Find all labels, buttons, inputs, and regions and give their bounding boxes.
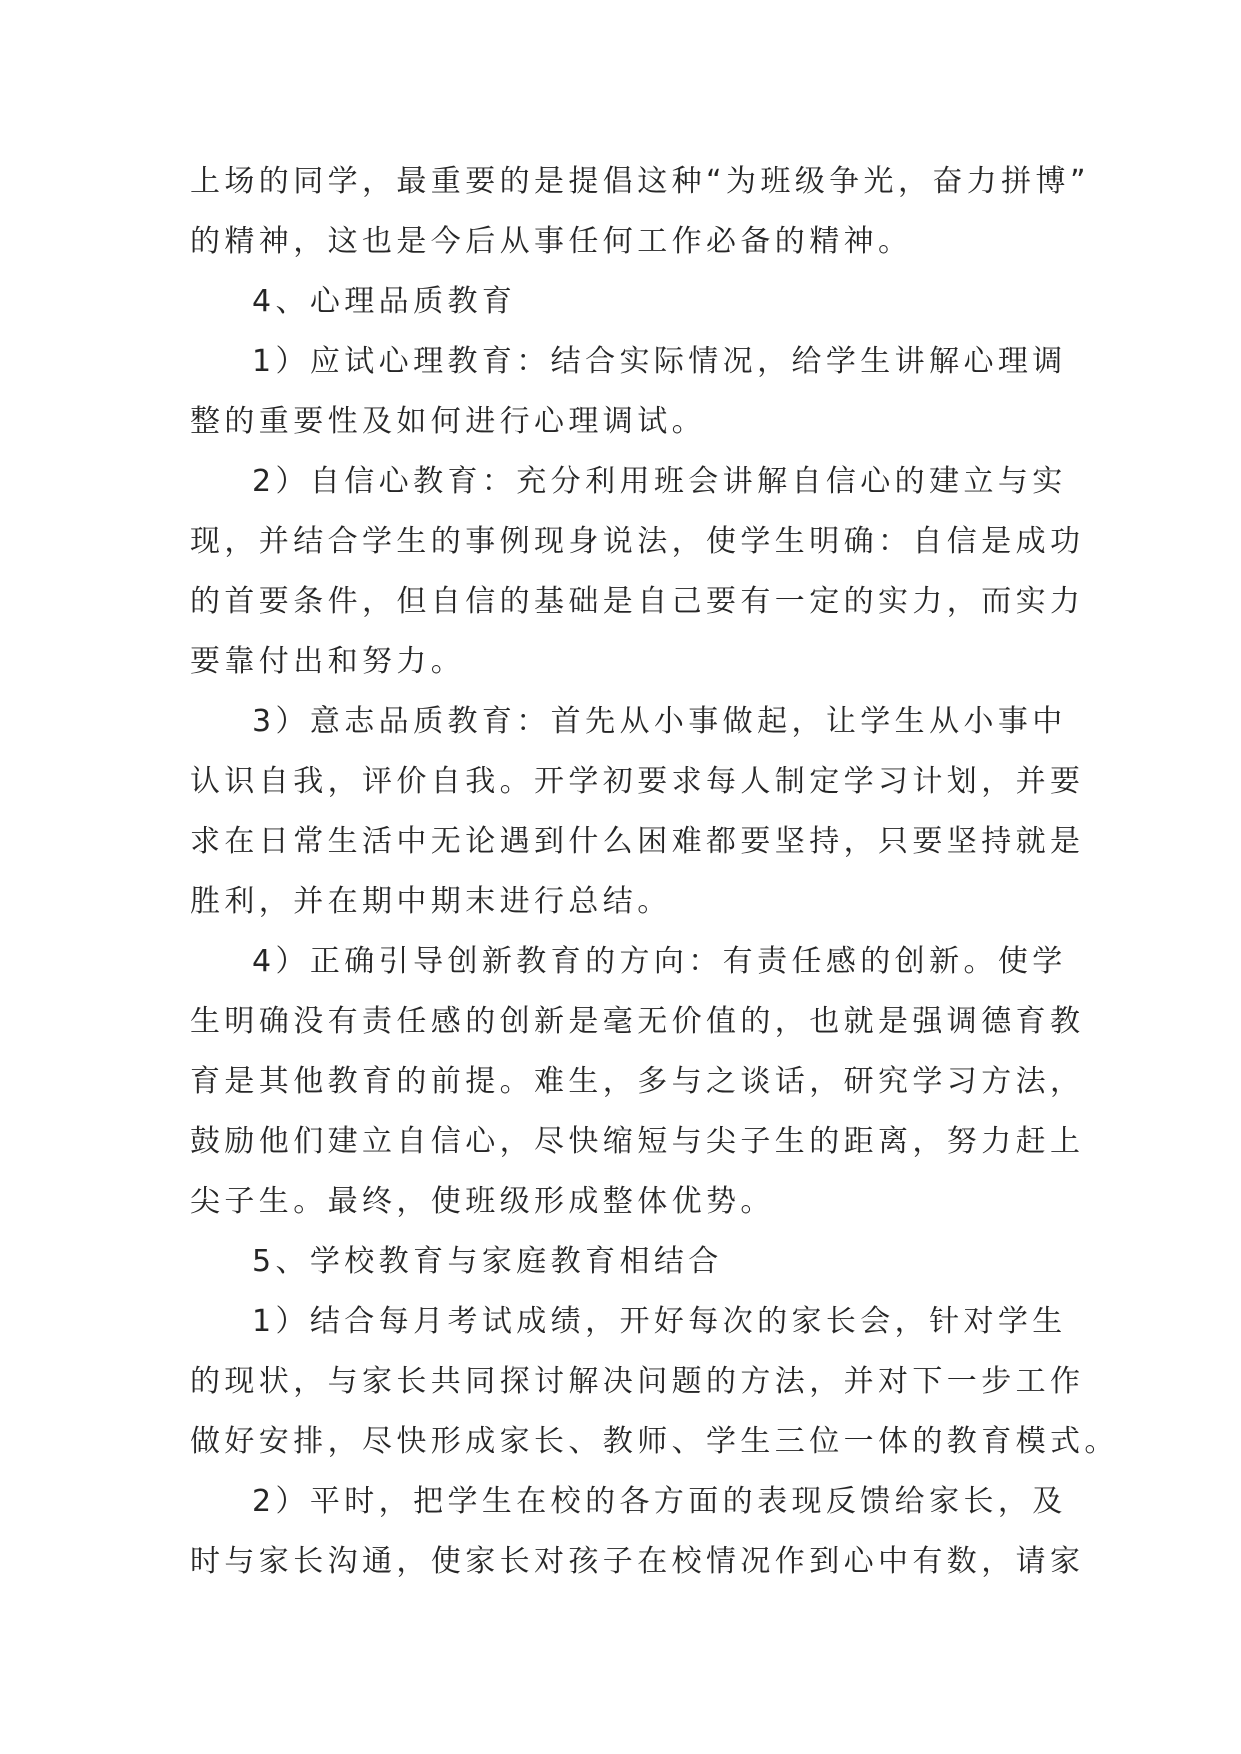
text-line: 时与家长沟通，使家长对孩子在校情况作到心中有数，请家 bbox=[190, 1544, 1085, 1579]
section-heading: 5、学校教育与家庭教育相结合 bbox=[252, 1244, 723, 1279]
text-line: 鼓励他们建立自信心，尽快缩短与尖子生的距离，努力赶上 bbox=[190, 1124, 1085, 1159]
section-heading: 4、心理品质教育 bbox=[252, 284, 517, 319]
text-line: 1）结合每月考试成绩，开好每次的家长会，针对学生 bbox=[252, 1304, 1067, 1339]
text-line: 整的重要性及如何进行心理调试。 bbox=[190, 404, 706, 439]
text-line: 育是其他教育的前提。难生，多与之谈话，研究学习方法， bbox=[190, 1064, 1085, 1099]
text-line: 4）正确引导创新教育的方向：有责任感的创新。使学 bbox=[252, 944, 1067, 979]
text-line: 要靠付出和努力。 bbox=[190, 644, 466, 679]
text-line: 上场的同学，最重要的是提倡这种“为班级争光，奋力拼博” bbox=[190, 164, 1090, 199]
text-line: 的现状，与家长共同探讨解决问题的方法，并对下一步工作 bbox=[190, 1364, 1085, 1399]
text-line: 现，并结合学生的事例现身说法，使学生明确：自信是成功 bbox=[190, 524, 1085, 559]
text-line: 的首要条件，但自信的基础是自己要有一定的实力，而实力 bbox=[190, 584, 1085, 619]
text-line: 2）平时，把学生在校的各方面的表现反馈给家长，及 bbox=[252, 1484, 1067, 1519]
text-line: 胜利，并在期中期末进行总结。 bbox=[190, 884, 672, 919]
text-line: 的精神，这也是今后从事任何工作必备的精神。 bbox=[190, 224, 913, 259]
text-line: 生明确没有责任感的创新是毫无价值的，也就是强调德育教 bbox=[190, 1004, 1085, 1039]
text-line: 求在日常生活中无论遇到什么困难都要坚持，只要坚持就是 bbox=[190, 824, 1085, 859]
text-line: 认识自我，评价自我。开学初要求每人制定学习计划，并要 bbox=[190, 764, 1085, 799]
text-line: 1）应试心理教育：结合实际情况，给学生讲解心理调 bbox=[252, 344, 1067, 379]
text-line: 尖子生。最终，使班级形成整体优势。 bbox=[190, 1184, 775, 1219]
text-line: 做好安排，尽快形成家长、教师、学生三位一体的教育模式。 bbox=[190, 1424, 1119, 1459]
document-body bbox=[190, 152, 1119, 1592]
text-line: 3）意志品质教育：首先从小事做起，让学生从小事中 bbox=[252, 704, 1067, 739]
text-line: 2）自信心教育：充分利用班会讲解自信心的建立与实 bbox=[252, 464, 1067, 499]
